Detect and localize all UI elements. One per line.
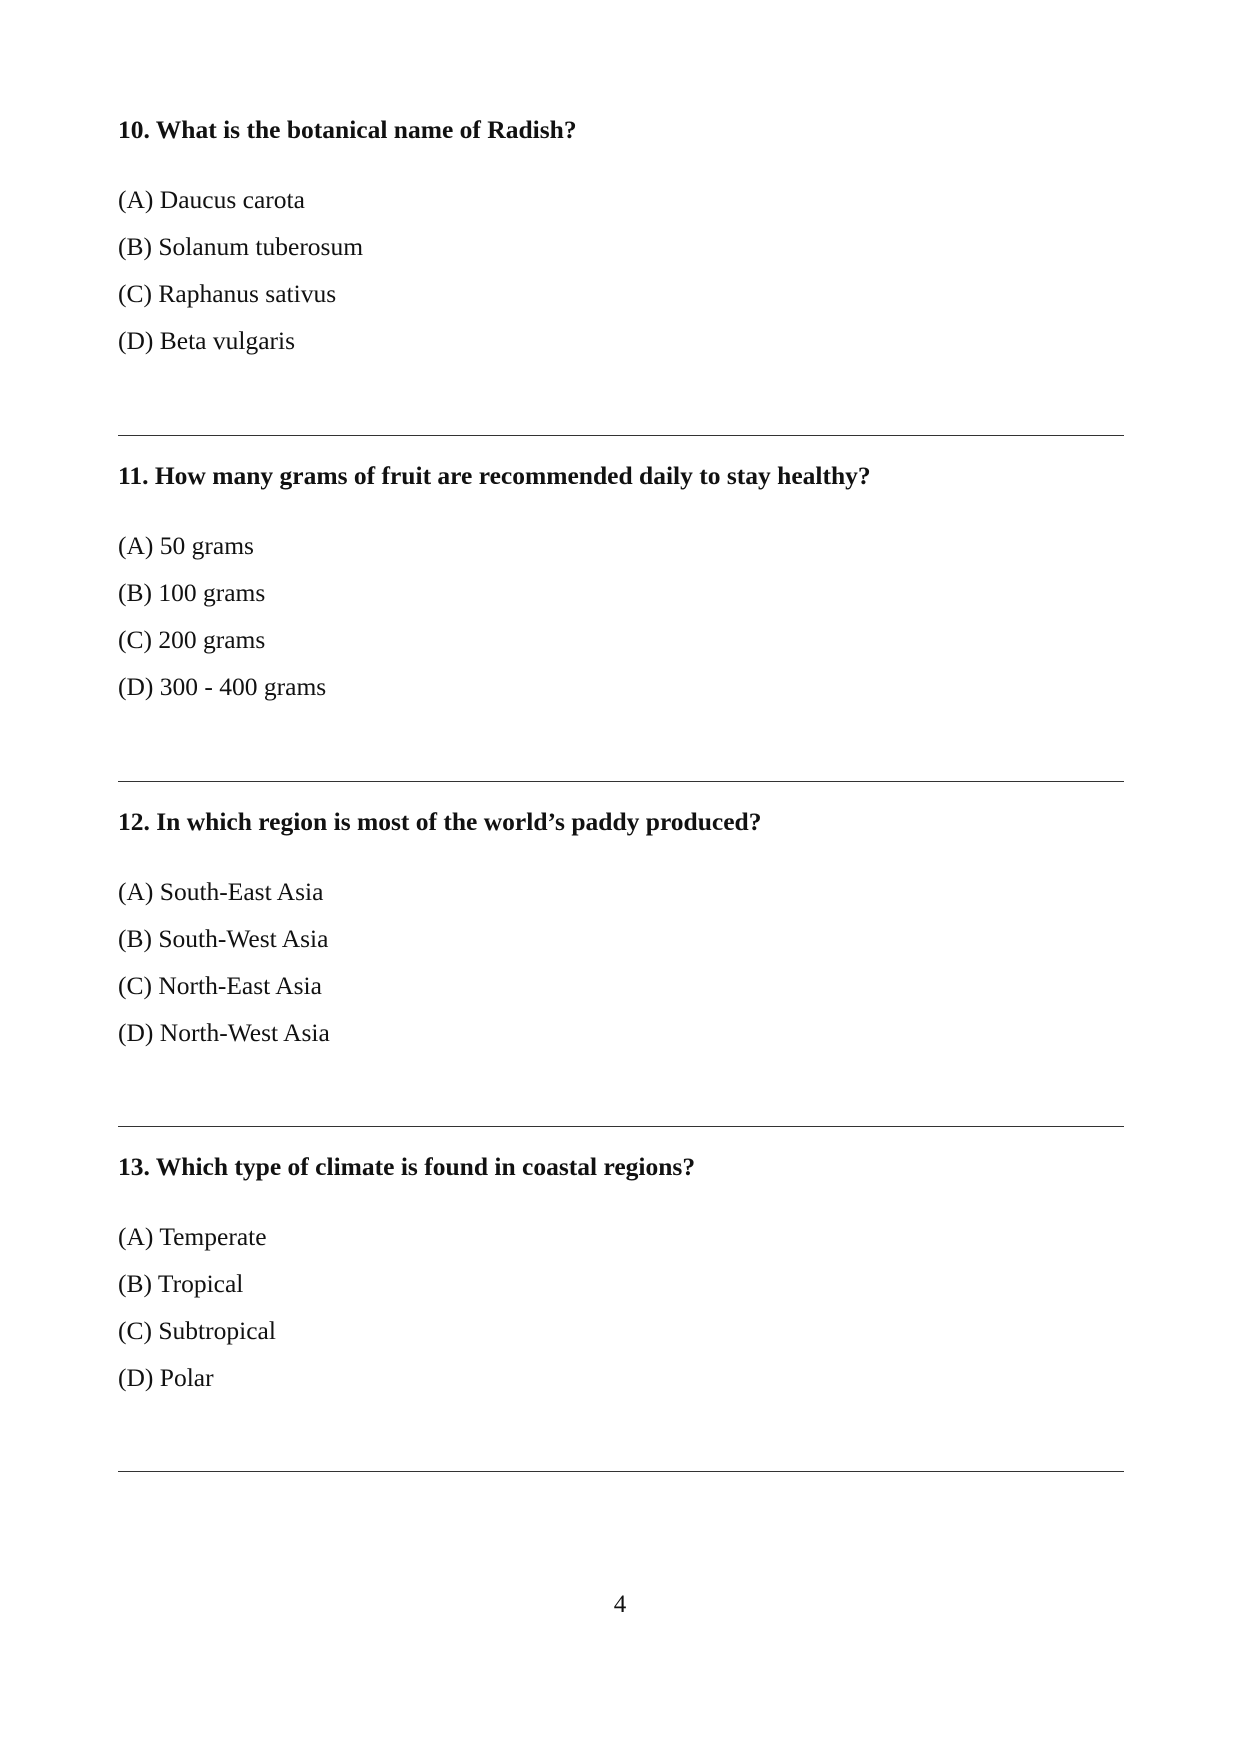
option-b: (B) Solanum tuberosum [118, 232, 364, 261]
option-d: (D) North-West Asia [118, 1018, 330, 1047]
options-list [118, 531, 326, 719]
page-number: 4 [613, 1591, 627, 1618]
question-11 [118, 461, 1124, 701]
question-title: 11. How many grams of fruit are recommended daily to stay healthy? [118, 461, 871, 490]
question-13 [118, 1152, 1124, 1392]
divider [118, 781, 1124, 782]
divider [118, 1471, 1124, 1472]
question-title: 10. What is the botanical name of Radish? [118, 115, 577, 144]
option-c: (C) Subtropical [118, 1316, 276, 1345]
options-list [118, 877, 330, 1065]
option-c: (C) 200 grams [118, 625, 266, 654]
options-list [118, 185, 363, 373]
option-c: (C) North-East Asia [118, 971, 322, 1000]
option-a: (A) South-East Asia [118, 877, 324, 906]
question-10 [118, 115, 1124, 355]
question-title: 12. In which region is most of the world’s paddy produced? [118, 807, 762, 836]
option-b: (B) Tropical [118, 1269, 244, 1298]
option-b: (B) 100 grams [118, 578, 266, 607]
divider [118, 1126, 1124, 1127]
options-list [118, 1222, 276, 1410]
question-12 [118, 807, 1124, 1047]
option-a: (A) Temperate [118, 1222, 267, 1251]
option-a: (A) Daucus carota [118, 185, 305, 214]
option-d: (D) 300 - 400 grams [118, 672, 327, 701]
question-title: 13. Which type of climate is found in coastal regions? [118, 1152, 696, 1181]
option-d: (D) Polar [118, 1363, 214, 1392]
divider [118, 435, 1124, 436]
option-b: (B) South-West Asia [118, 924, 329, 953]
option-d: (D) Beta vulgaris [118, 326, 296, 355]
option-a: (A) 50 grams [118, 531, 254, 560]
option-c: (C) Raphanus sativus [118, 279, 337, 308]
